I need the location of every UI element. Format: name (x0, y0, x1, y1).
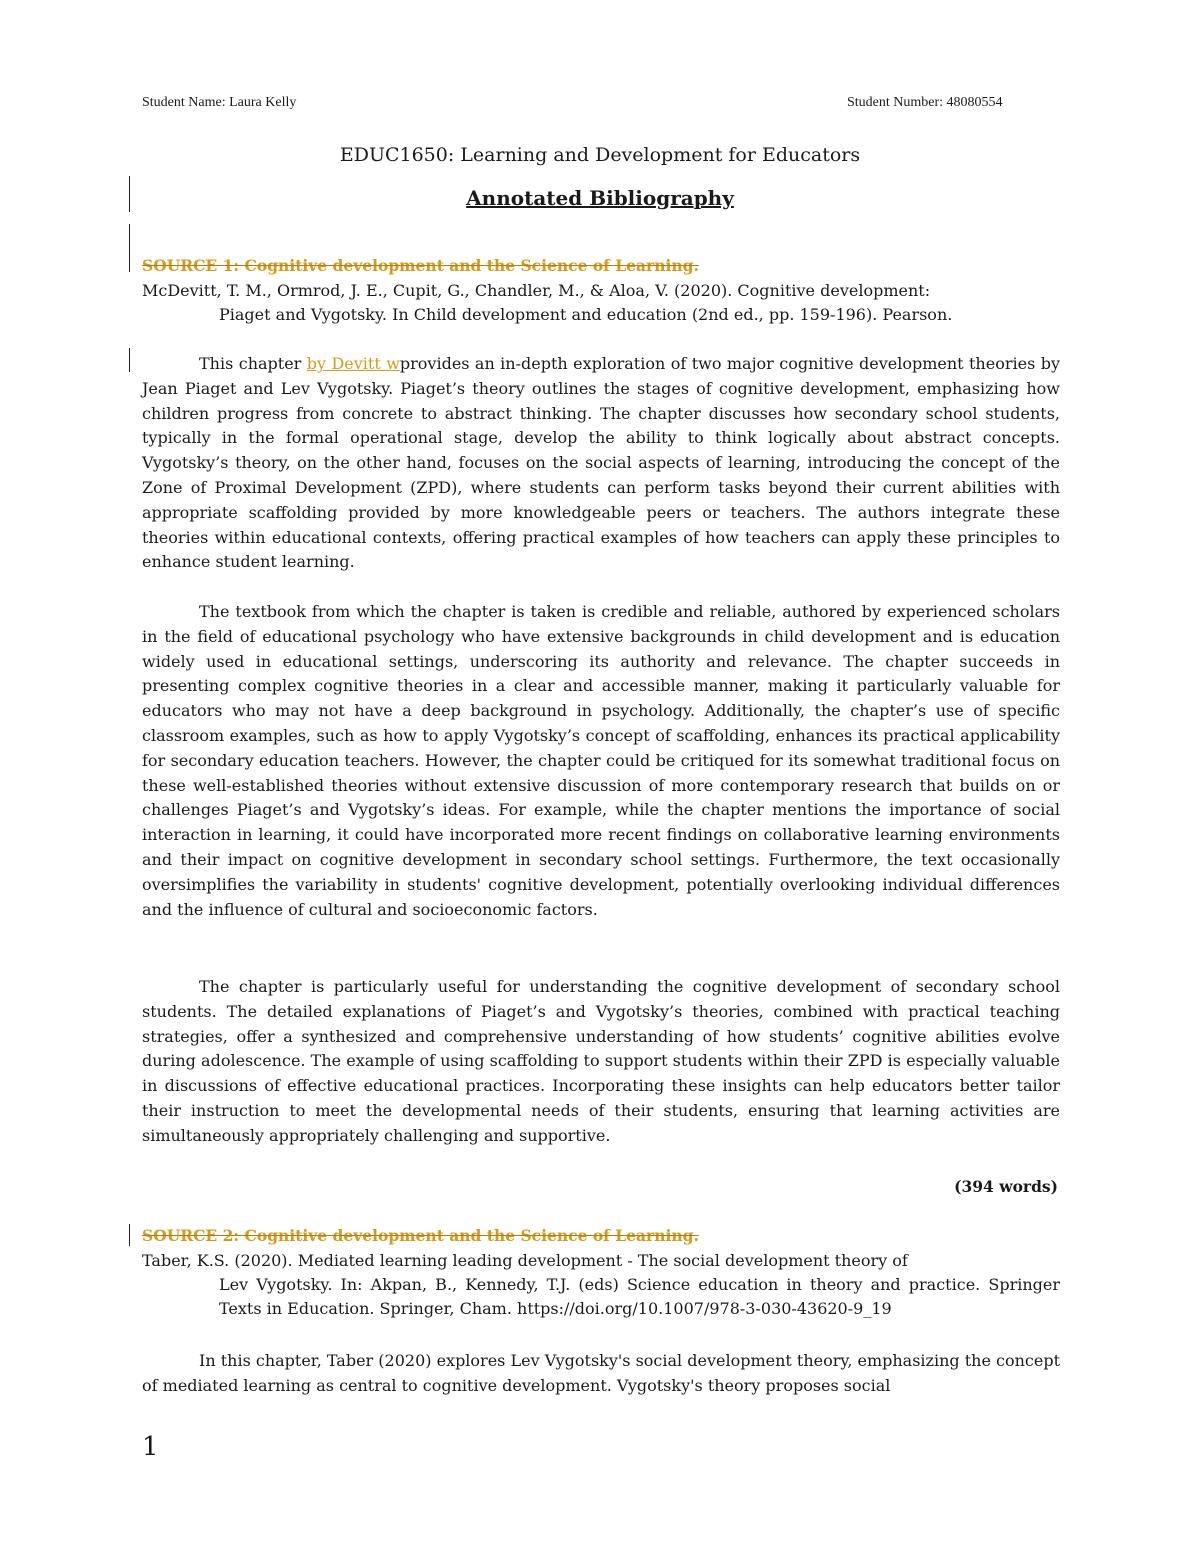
source-1-heading: SOURCE 1: Cognitive development and the Science of Learning. (142, 256, 699, 275)
student-name: Student Name: Laura Kelly (142, 95, 297, 110)
reference-line: McDevitt, T. M., Ormrod, J. E., Cupit, G., Chandler, M., & Aloa, V. (2020). Cognitive development: (142, 281, 931, 300)
word-count: (394 words) (954, 1177, 1058, 1196)
page-number: 1 (142, 1432, 159, 1462)
source-1-paragraph-3: The chapter is particularly useful for understanding the cognitive development of secondary school students. The detailed explanations of Piaget’s and Vygotsky’s theories, combined with practical teaching strategies, offer a synthesized and comprehensive understanding of how students’ cognitive abilities evolve during adolescence. The example of using scaffolding to support students within their ZPD is especially valuable in discussions of effective educational practices. Incorporating these insights can help educators better tailor their instruction to meet the developmental needs of their students, ensuring that learning activities are simultaneously appropriately challenging and supportive. (142, 977, 1060, 1145)
source-2-reference (142, 1249, 1060, 1321)
document-title: Annotated Bibliography (466, 186, 734, 210)
reference-line: Lev Vygotsky. In: Akpan, B., Kennedy, T.J. (eds) Science education in theory and practice. Springer Texts in Education. Springer, Cham. https://doi.org/10.1007/978-3-030-43620-9_19 (219, 1275, 1060, 1318)
source-2-paragraph-1: In this chapter, Taber (2020) explores Lev Vygotsky's social development theory, emphasizing the concept of mediated learning as central to cognitive development. Vygotsky's theory proposes social (142, 1351, 1061, 1395)
course-title: EDUC1650: Learning and Development for Educators (339, 144, 861, 166)
reference-line: Taber, K.S. (2020). Mediated learning leading development - The social development theory of (142, 1251, 908, 1270)
source-1-paragraph-2: The textbook from which the chapter is taken is credible and reliable, authored by experienced scholars in the field of educational psychology who have extensive backgrounds in child development and is education widely used in educational settings, underscoring its authority and relevance. The chapter succeeds in presenting complex cognitive theories in a clear and accessible manner, making it particularly valuable for educators who may not have a deep background in psychology. Additionally, the chapter’s use of specific classroom examples, such as how to apply Vygotsky’s concept of scaffolding, enhances its practical applicability for secondary education teachers. However, the chapter could be critiqued for its somewhat traditional focus on these well-established theories without extensive discussion of more contemporary research that builds on or challenges Piaget’s and Vygotsky’s ideas. For example, while the chapter mentions the importance of social interaction in learning, it could have incorporated more recent findings on collaborative learning environments and their impact on cognitive development in secondary school settings. Furthermore, the text occasionally oversimplifies the variability in students' cognitive development, potentially overlooking individual differences and the influence of cultural and socioeconomic factors. (142, 602, 1060, 919)
source-1-reference (142, 279, 1060, 327)
reference-line: Piaget and Vygotsky. In Child development and education (2nd ed., pp. 159-196). Pearson. (219, 305, 953, 324)
change-bar (129, 224, 130, 272)
source-2-heading: SOURCE 2: Cognitive development and the Science of Learning. (142, 1226, 699, 1245)
change-bar (129, 348, 130, 372)
student-number: Student Number: 48080554 (847, 95, 1003, 110)
tracked-insertion: by Devitt w (306, 354, 400, 373)
change-bar (129, 1224, 130, 1246)
source-1-paragraph-1: This chapter by Devitt wprovides an in-depth exploration of two major cognitive development theories by Jean Piaget and Lev Vygotsky. Piaget’s theory outlines the stages of cognitive development, emphasizing how children progress from concrete to abstract thinking. The chapter discusses how secondary school students, typically in the formal operational stage, develop the ability to think logically about abstract concepts. Vygotsky’s theory, on the other hand, focuses on the social aspects of learning, introducing the concept of the Zone of Proximal Development (ZPD), where students can perform tasks beyond their current abilities with appropriate scaffolding provided by more knowledgeable peers or teachers. The authors integrate these theories within educational contexts, offering practical examples of how teachers can apply these principles to enhance student learning. (142, 354, 1060, 572)
